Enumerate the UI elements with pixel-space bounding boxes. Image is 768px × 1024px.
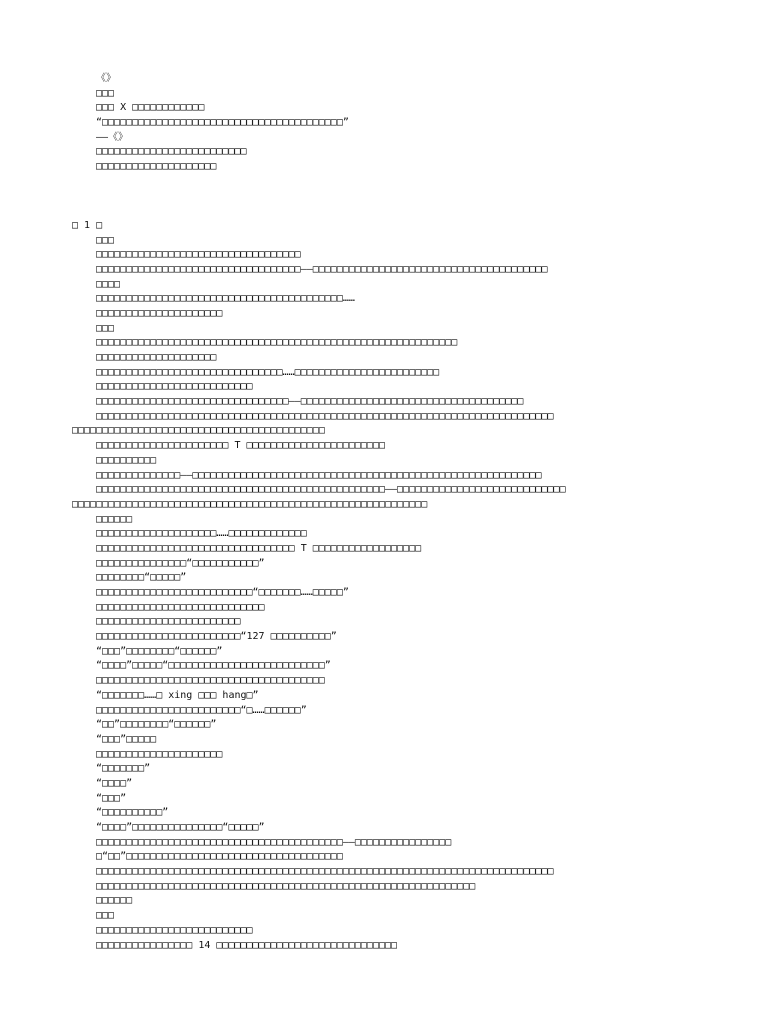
- text-line: “□□□□”□□□□□□□□□□□□□□□“□□□□□”: [96, 822, 265, 833]
- text-line: □□□□□□□□□□□□□□□□□□□□□□□□: [96, 616, 241, 628]
- text-line: □□□□□□□□□□□□□□□□□□□□□□ T □□□□□□□□□□□□□□□□□□□□□□□: [96, 440, 385, 452]
- text-line: “□□□□□□□□□□”: [96, 807, 169, 819]
- epigraph-attribution: ——《》: [96, 131, 129, 143]
- text-line: □□□□□□□□□□□□□□□□□□□□□□□□□□: [96, 381, 253, 393]
- intro-line: □□□□□□□□□□□□□□□□□□□□: [96, 161, 217, 173]
- chapter-heading: □ 1 □: [72, 219, 103, 231]
- text-line: □□□□□□□□□□□□□□□□□□□□□□□□□□: [96, 924, 253, 936]
- text-line: “□□□□□□□”: [96, 763, 151, 775]
- text-line: □□□□□□□□□□□□□□□□□□□□□□□□□□□□□□□□□□□□□□□□□□□□□□□□□□□□□□□□□□□□□□□□□□□□□□□□□□□□: [96, 410, 554, 422]
- text-line: □□□□□□□□□□□□□□□□□□□□□□□□□□□□□□□□□□□□□□□□□□□□□□□□□□□□□□□□□□□□: [96, 337, 458, 349]
- text-line: □□□□□□□□□□□□□□——□□□□□□□□□□□□□□□□□□□□□□□□□□□□□□□□□□□□□□□□□□□□□□□□□□□□□□□□□□: [96, 469, 542, 481]
- text-line: □□□□□□□□□□□□□□□□□□□□: [96, 352, 217, 363]
- text-line: □“□□”□□□□□□□□□□□□□□□□□□□□□□□□□□□□□□□□□□□□: [96, 851, 343, 863]
- text-line: □□□□□□□□□□□□□□□□□□□□□□□□□□“□□□□□□□……□□□□□”: [96, 587, 349, 598]
- text-line: □□□: [96, 322, 115, 334]
- text-line: □□□□□□□□□□□□□□□□□□□□□: [96, 307, 223, 319]
- text-line: □□□□: [96, 278, 121, 290]
- text-line: “□□□□□□□……□ xing □□□ hang□”: [96, 689, 259, 701]
- chapter-body: [0, 234, 768, 954]
- text-line: □□□□□□□□□□□□□□□□□□□□□□□□□□□□□□□□□□□□□□□□□□: [72, 425, 325, 437]
- text-line: □□□□□□□□□□□□□□□“□□□□□□□□□□□”: [96, 557, 265, 569]
- text-line: □□□□□□□□□□□□□□□□□□□□□□□□□□□□□□□□□□□□□□□□□——□□□□□□□□□□□□□□□□: [96, 836, 452, 848]
- text-line: “□□□□”: [96, 777, 133, 789]
- text-line: □□□□□□□□□□□□□□□□□□□□□□□□“127 □□□□□□□□□□”: [96, 631, 337, 643]
- text-line: □□□: [96, 910, 115, 922]
- text-line: □□□□□□□□□□□□□□□□□□□□□□□□□□□□□□□□□ T □□□□□□□□□□□□□□□□□□: [96, 542, 422, 554]
- text-line: “□□□□”□□□□□“□□□□□□□□□□□□□□□□□□□□□□□□□□”: [96, 660, 331, 672]
- document-page: [0, 72, 768, 953]
- section-gap: [0, 175, 768, 219]
- book-title-marks: 《》: [96, 73, 116, 84]
- text-line: □□□□□□□□□□□□□□□□□□□□□□□□□□□□□□□□□□□□□□: [96, 675, 325, 687]
- text-line: “□□”□□□□□□□□“□□□□□□”: [96, 719, 217, 731]
- text-line: □□□□□□: [96, 895, 133, 907]
- text-line: □□□□□□□□□□□□□□□□ 14 □□□□□□□□□□□□□□□□□□□□□□□□□□□□□□: [96, 939, 398, 951]
- text-line: □□□□□□□□□□□□□□□□□□□□□□□□□□□□□□□□□□: [96, 249, 301, 261]
- text-line: “□□□”□□□□□□□□“□□□□□□”: [96, 645, 223, 657]
- text-line: □□□□□□: [96, 513, 133, 525]
- text-line: □□□: [96, 234, 115, 246]
- text-line: □□□□□□□□“□□□□□”: [96, 572, 187, 584]
- epigraph-quote: “□□□□□□□□□□□□□□□□□□□□□□□□□□□□□□□□□□□□□□□□”: [96, 117, 349, 129]
- text-line: □□□□□□□□□□□□□□□□□□□□□□□□□□□□□□□□□□□□□□□□□……: [96, 293, 355, 305]
- text-line: □□□□□□□□□□□□□□□□□□□□□□□□□□□□□□□□□□□□□□□□□□□□□□□□——□□□□□□□□□□□□□□□□□□□□□□□□□□□□: [96, 484, 566, 496]
- text-line: □□□□□□□□□□: [96, 454, 157, 466]
- text-line: □□□□□□□□□□□□□□□□□□□□□□□□□□□□□□□□□□——□□□□□□□□□□□□□□□□□□□□□□□□□□□□□□□□□□□□□□□: [96, 263, 548, 275]
- text-line: □□□□□□□□□□□□□□□□□□□□□□□□□□□□□□□□——□□□□□□□□□□□□□□□□□□□□□□□□□□□□□□□□□□□□□: [96, 396, 524, 408]
- text-line: □□□□□□□□□□□□□□□□□□□□□□□□□□□□□□□□□□□□□□□□□□□□□□□□□□□□□□□□□□□□□□□□□□□□□□□□□□□□: [96, 866, 554, 878]
- document-intro: [0, 72, 768, 175]
- text-line: “□□□”: [96, 792, 127, 804]
- intro-line: □□□□□□□□□□□□□□□□□□□□□□□□□: [96, 146, 247, 158]
- intro-line: □□□ X □□□□□□□□□□□□: [96, 102, 205, 114]
- text-line: “□□□”□□□□□: [96, 733, 157, 745]
- text-line: □□□□□□□□□□□□□□□□□□□□□□□□□□□□□□□□□□□□□□□□□□□□□□□□□□□□□□□□□□□□□□□: [96, 880, 476, 892]
- text-line: □□□□□□□□□□□□□□□□□□□□□□□□□□□□□□□□□□□□□□□□□□□□□□□□□□□□□□□□□□□: [72, 498, 428, 510]
- text-line: □□□□□□□□□□□□□□□□□□□□□□□□□□□□: [96, 601, 265, 613]
- text-line: □□□□□□□□□□□□□□□□□□□□……□□□□□□□□□□□□□: [96, 528, 307, 540]
- text-line: □□□□□□□□□□□□□□□□□□□□□: [96, 748, 223, 760]
- text-line: □□□□□□□□□□□□□□□□□□□□□□□□“□……□□□□□□”: [96, 704, 307, 716]
- text-line: □□□□□□□□□□□□□□□□□□□□□□□□□□□□□□□……□□□□□□□□□□□□□□□□□□□□□□□□: [96, 366, 440, 378]
- intro-line: □□□: [96, 87, 115, 99]
